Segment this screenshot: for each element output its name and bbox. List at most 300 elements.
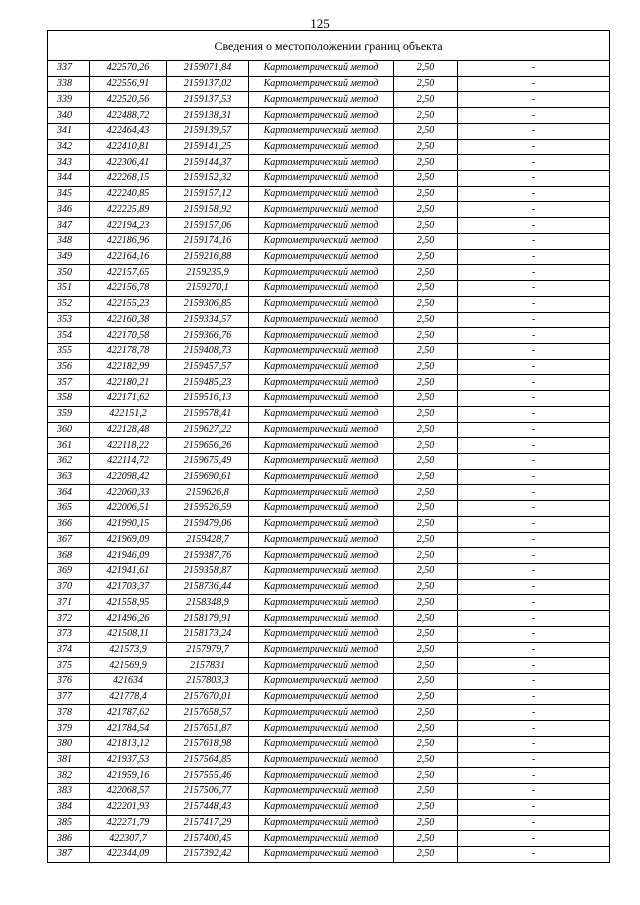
y-coordinate-cell: 2157651,87 [167,721,249,737]
determination-method-cell: Картометрический метод [249,61,394,77]
point-number-cell: 358 [48,391,90,407]
determination-method-cell: Картометрический метод [249,233,394,249]
point-number-cell: 379 [48,721,90,737]
accuracy-cell: 2,50 [394,92,458,108]
accuracy-cell: 2,50 [394,485,458,501]
description-cell: - [458,469,610,485]
determination-method-cell: Картометрический метод [249,532,394,548]
description-cell: - [458,736,610,752]
x-coordinate-cell: 422344,09 [90,846,167,862]
point-number-cell: 380 [48,736,90,752]
determination-method-cell: Картометрический метод [249,438,394,454]
y-coordinate-cell: 2159306,85 [167,296,249,312]
determination-method-cell: Картометрический метод [249,469,394,485]
description-cell: - [458,501,610,517]
table-row [48,186,610,202]
accuracy-cell: 2,50 [394,721,458,737]
description-cell: - [458,312,610,328]
y-coordinate-cell: 2159216,88 [167,249,249,265]
x-coordinate-cell: 421959,16 [90,768,167,784]
x-coordinate-cell: 422164,16 [90,249,167,265]
x-coordinate-cell: 421558,95 [90,595,167,611]
description-cell: - [458,265,610,281]
accuracy-cell: 2,50 [394,249,458,265]
x-coordinate-cell: 421969,09 [90,532,167,548]
table-row [48,312,610,328]
accuracy-cell: 2,50 [394,265,458,281]
point-number-cell: 386 [48,831,90,847]
accuracy-cell: 2,50 [394,186,458,202]
x-coordinate-cell: 422240,85 [90,186,167,202]
x-coordinate-cell: 421946,09 [90,548,167,564]
x-coordinate-cell: 422151,2 [90,406,167,422]
determination-method-cell: Картометрический метод [249,108,394,124]
table-row [48,453,610,469]
point-number-cell: 370 [48,579,90,595]
x-coordinate-cell: 422306,41 [90,155,167,171]
determination-method-cell: Картометрический метод [249,564,394,580]
x-coordinate-cell: 422178,78 [90,343,167,359]
x-coordinate-cell: 421573,9 [90,642,167,658]
y-coordinate-cell: 2159358,87 [167,564,249,580]
description-cell: - [458,375,610,391]
description-cell: - [458,705,610,721]
determination-method-cell: Картометрический метод [249,831,394,847]
x-coordinate-cell: 421990,15 [90,516,167,532]
page-number: 125 [310,16,330,31]
x-coordinate-cell: 422268,15 [90,171,167,187]
accuracy-cell: 2,50 [394,516,458,532]
determination-method-cell: Картометрический метод [249,642,394,658]
accuracy-cell: 2,50 [394,375,458,391]
y-coordinate-cell: 2159157,06 [167,218,249,234]
y-coordinate-cell: 2159334,57 [167,312,249,328]
accuracy-cell: 2,50 [394,76,458,92]
accuracy-cell: 2,50 [394,218,458,234]
x-coordinate-cell: 422410,81 [90,139,167,155]
description-cell: - [458,249,610,265]
point-number-cell: 338 [48,76,90,92]
description-cell: - [458,532,610,548]
y-coordinate-cell: 2157831 [167,658,249,674]
x-coordinate-cell: 422160,38 [90,312,167,328]
point-number-cell: 360 [48,422,90,438]
determination-method-cell: Картометрический метод [249,328,394,344]
determination-method-cell: Картометрический метод [249,171,394,187]
point-number-cell: 343 [48,155,90,171]
description-cell: - [458,815,610,831]
point-number-cell: 348 [48,233,90,249]
y-coordinate-cell: 2157417,29 [167,815,249,831]
point-number-cell: 364 [48,485,90,501]
accuracy-cell: 2,50 [394,296,458,312]
point-number-cell: 367 [48,532,90,548]
table-row [48,768,610,784]
table-row [48,516,610,532]
accuracy-cell: 2,50 [394,328,458,344]
description-cell: - [458,768,610,784]
x-coordinate-cell: 422068,57 [90,784,167,800]
accuracy-cell: 2,50 [394,108,458,124]
accuracy-cell: 2,50 [394,768,458,784]
x-coordinate-cell: 422098,42 [90,469,167,485]
table-row [48,799,610,815]
x-coordinate-cell: 422114,72 [90,453,167,469]
x-coordinate-cell: 422225,89 [90,202,167,218]
table-row [48,61,610,77]
description-cell: - [458,186,610,202]
y-coordinate-cell: 2158348,9 [167,595,249,611]
y-coordinate-cell: 2159675,49 [167,453,249,469]
table-row [48,155,610,171]
accuracy-cell: 2,50 [394,61,458,77]
accuracy-cell: 2,50 [394,453,458,469]
description-cell: - [458,846,610,862]
point-number-cell: 362 [48,453,90,469]
determination-method-cell: Картометрический метод [249,296,394,312]
table-row [48,532,610,548]
point-number-cell: 337 [48,61,90,77]
accuracy-cell: 2,50 [394,831,458,847]
description-cell: - [458,218,610,234]
description-cell: - [458,658,610,674]
point-number-cell: 341 [48,123,90,139]
table-row [48,171,610,187]
x-coordinate-cell: 421941,61 [90,564,167,580]
y-coordinate-cell: 2159690,61 [167,469,249,485]
table-row [48,422,610,438]
accuracy-cell: 2,50 [394,784,458,800]
point-number-cell: 356 [48,359,90,375]
y-coordinate-cell: 2158179,91 [167,611,249,627]
x-coordinate-cell: 421787,62 [90,705,167,721]
x-coordinate-cell: 421784,54 [90,721,167,737]
determination-method-cell: Картометрический метод [249,768,394,784]
x-coordinate-cell: 421634 [90,674,167,690]
description-cell: - [458,438,610,454]
y-coordinate-cell: 2157618,98 [167,736,249,752]
point-number-cell: 353 [48,312,90,328]
y-coordinate-cell: 2159578,41 [167,406,249,422]
x-coordinate-cell: 422060,33 [90,485,167,501]
table-row [48,501,610,517]
x-coordinate-cell: 421937,53 [90,752,167,768]
x-coordinate-cell: 422556,91 [90,76,167,92]
x-coordinate-cell: 421813,12 [90,736,167,752]
description-cell: - [458,595,610,611]
description-cell: - [458,721,610,737]
determination-method-cell: Картометрический метод [249,579,394,595]
description-cell: - [458,831,610,847]
y-coordinate-cell: 2157658,57 [167,705,249,721]
description-cell: - [458,123,610,139]
description-cell: - [458,202,610,218]
accuracy-cell: 2,50 [394,281,458,297]
y-coordinate-cell: 2157555,46 [167,768,249,784]
determination-method-cell: Картометрический метод [249,92,394,108]
table-row [48,674,610,690]
x-coordinate-cell: 422186,96 [90,233,167,249]
determination-method-cell: Картометрический метод [249,375,394,391]
table-row [48,658,610,674]
description-cell: - [458,752,610,768]
accuracy-cell: 2,50 [394,736,458,752]
table-row [48,265,610,281]
description-cell: - [458,406,610,422]
determination-method-cell: Картометрический метод [249,516,394,532]
accuracy-cell: 2,50 [394,312,458,328]
y-coordinate-cell: 2159366,76 [167,328,249,344]
determination-method-cell: Картометрический метод [249,595,394,611]
x-coordinate-cell: 422307,7 [90,831,167,847]
point-number-cell: 339 [48,92,90,108]
determination-method-cell: Картометрический метод [249,752,394,768]
point-number-cell: 346 [48,202,90,218]
y-coordinate-cell: 2159627,22 [167,422,249,438]
determination-method-cell: Картометрический метод [249,846,394,862]
determination-method-cell: Картометрический метод [249,453,394,469]
table-row [48,642,610,658]
accuracy-cell: 2,50 [394,815,458,831]
x-coordinate-cell: 422128,48 [90,422,167,438]
point-number-cell: 350 [48,265,90,281]
point-number-cell: 352 [48,296,90,312]
point-number-cell: 349 [48,249,90,265]
accuracy-cell: 2,50 [394,626,458,642]
x-coordinate-cell: 422271,79 [90,815,167,831]
x-coordinate-cell: 422201,93 [90,799,167,815]
table-row [48,564,610,580]
point-number-cell: 351 [48,281,90,297]
y-coordinate-cell: 2159138,31 [167,108,249,124]
x-coordinate-cell: 422570,26 [90,61,167,77]
point-number-cell: 381 [48,752,90,768]
point-number-cell: 354 [48,328,90,344]
determination-method-cell: Картометрический метод [249,186,394,202]
accuracy-cell: 2,50 [394,202,458,218]
accuracy-cell: 2,50 [394,406,458,422]
determination-method-cell: Картометрический метод [249,501,394,517]
accuracy-cell: 2,50 [394,438,458,454]
determination-method-cell: Картометрический метод [249,249,394,265]
y-coordinate-cell: 2157400,45 [167,831,249,847]
description-cell: - [458,296,610,312]
point-number-cell: 387 [48,846,90,862]
description-cell: - [458,453,610,469]
accuracy-cell: 2,50 [394,501,458,517]
description-cell: - [458,548,610,564]
description-cell: - [458,485,610,501]
determination-method-cell: Картометрический метод [249,391,394,407]
table-row [48,281,610,297]
y-coordinate-cell: 2159158,92 [167,202,249,218]
x-coordinate-cell: 422182,99 [90,359,167,375]
x-coordinate-cell: 422194,23 [90,218,167,234]
table-row [48,721,610,737]
table-row [48,485,610,501]
determination-method-cell: Картометрический метод [249,123,394,139]
table-row [48,233,610,249]
description-cell: - [458,626,610,642]
y-coordinate-cell: 2159137,53 [167,92,249,108]
y-coordinate-cell: 2159139,57 [167,123,249,139]
accuracy-cell: 2,50 [394,595,458,611]
x-coordinate-cell: 422170,58 [90,328,167,344]
y-coordinate-cell: 2157448,43 [167,799,249,815]
table-row [48,359,610,375]
y-coordinate-cell: 2159141,25 [167,139,249,155]
table-row [48,343,610,359]
table-row [48,249,610,265]
determination-method-cell: Картометрический метод [249,343,394,359]
y-coordinate-cell: 2157979,7 [167,642,249,658]
point-number-cell: 344 [48,171,90,187]
point-number-cell: 363 [48,469,90,485]
description-cell: - [458,76,610,92]
determination-method-cell: Картометрический метод [249,359,394,375]
y-coordinate-cell: 2159174,16 [167,233,249,249]
determination-method-cell: Картометрический метод [249,736,394,752]
table-row [48,815,610,831]
table-row [48,296,610,312]
accuracy-cell: 2,50 [394,564,458,580]
accuracy-cell: 2,50 [394,532,458,548]
table-row [48,736,610,752]
accuracy-cell: 2,50 [394,359,458,375]
table-row [48,92,610,108]
y-coordinate-cell: 2157506,77 [167,784,249,800]
determination-method-cell: Картометрический метод [249,422,394,438]
table-title-row [48,31,610,61]
point-number-cell: 369 [48,564,90,580]
point-number-cell: 365 [48,501,90,517]
y-coordinate-cell: 2159071,84 [167,61,249,77]
description-cell: - [458,171,610,187]
determination-method-cell: Картометрический метод [249,611,394,627]
determination-method-cell: Картометрический метод [249,155,394,171]
table-row [48,595,610,611]
table-row [48,375,610,391]
table-row [48,123,610,139]
accuracy-cell: 2,50 [394,689,458,705]
point-number-cell: 359 [48,406,90,422]
accuracy-cell: 2,50 [394,123,458,139]
point-number-cell: 383 [48,784,90,800]
accuracy-cell: 2,50 [394,674,458,690]
x-coordinate-cell: 421508,11 [90,626,167,642]
accuracy-cell: 2,50 [394,611,458,627]
determination-method-cell: Картометрический метод [249,202,394,218]
description-cell: - [458,108,610,124]
table-row [48,548,610,564]
description-cell: - [458,642,610,658]
determination-method-cell: Картометрический метод [249,705,394,721]
determination-method-cell: Картометрический метод [249,218,394,234]
determination-method-cell: Картометрический метод [249,312,394,328]
x-coordinate-cell: 422155,23 [90,296,167,312]
y-coordinate-cell: 2159526,59 [167,501,249,517]
x-coordinate-cell: 421703,37 [90,579,167,595]
table-row [48,611,610,627]
y-coordinate-cell: 2159626,8 [167,485,249,501]
x-coordinate-cell: 422157,65 [90,265,167,281]
point-number-cell: 368 [48,548,90,564]
determination-method-cell: Картометрический метод [249,815,394,831]
description-cell: - [458,281,610,297]
description-cell: - [458,92,610,108]
y-coordinate-cell: 2157564,85 [167,752,249,768]
description-cell: - [458,564,610,580]
point-number-cell: 376 [48,674,90,690]
description-cell: - [458,422,610,438]
accuracy-cell: 2,50 [394,579,458,595]
table-row [48,705,610,721]
determination-method-cell: Картометрический метод [249,281,394,297]
point-number-cell: 373 [48,626,90,642]
accuracy-cell: 2,50 [394,233,458,249]
determination-method-cell: Картометрический метод [249,799,394,815]
table-row [48,831,610,847]
table-title: Сведения о местоположении границ объекта [48,31,610,61]
description-cell: - [458,799,610,815]
table-row [48,689,610,705]
description-cell: - [458,579,610,595]
y-coordinate-cell: 2159485,23 [167,375,249,391]
determination-method-cell: Картометрический метод [249,626,394,642]
accuracy-cell: 2,50 [394,846,458,862]
y-coordinate-cell: 2159144,37 [167,155,249,171]
table-row [48,108,610,124]
y-coordinate-cell: 2158736,44 [167,579,249,595]
table-row [48,784,610,800]
table-row [48,406,610,422]
description-cell: - [458,155,610,171]
y-coordinate-cell: 2159428,7 [167,532,249,548]
table-row [48,579,610,595]
y-coordinate-cell: 2159270,1 [167,281,249,297]
y-coordinate-cell: 2157803,3 [167,674,249,690]
determination-method-cell: Картометрический метод [249,548,394,564]
accuracy-cell: 2,50 [394,391,458,407]
description-cell: - [458,689,610,705]
y-coordinate-cell: 2159479,06 [167,516,249,532]
x-coordinate-cell: 422180,21 [90,375,167,391]
determination-method-cell: Картометрический метод [249,406,394,422]
table-row [48,139,610,155]
point-number-cell: 374 [48,642,90,658]
accuracy-cell: 2,50 [394,752,458,768]
determination-method-cell: Картометрический метод [249,265,394,281]
point-number-cell: 340 [48,108,90,124]
description-cell: - [458,139,610,155]
table-row [48,202,610,218]
point-number-cell: 357 [48,375,90,391]
point-number-cell: 385 [48,815,90,831]
point-number-cell: 342 [48,139,90,155]
y-coordinate-cell: 2157670,01 [167,689,249,705]
table-row [48,218,610,234]
point-number-cell: 366 [48,516,90,532]
y-coordinate-cell: 2159516,13 [167,391,249,407]
accuracy-cell: 2,50 [394,705,458,721]
point-number-cell: 377 [48,689,90,705]
point-number-cell: 372 [48,611,90,627]
description-cell: - [458,611,610,627]
description-cell: - [458,674,610,690]
accuracy-cell: 2,50 [394,642,458,658]
description-cell: - [458,359,610,375]
accuracy-cell: 2,50 [394,422,458,438]
